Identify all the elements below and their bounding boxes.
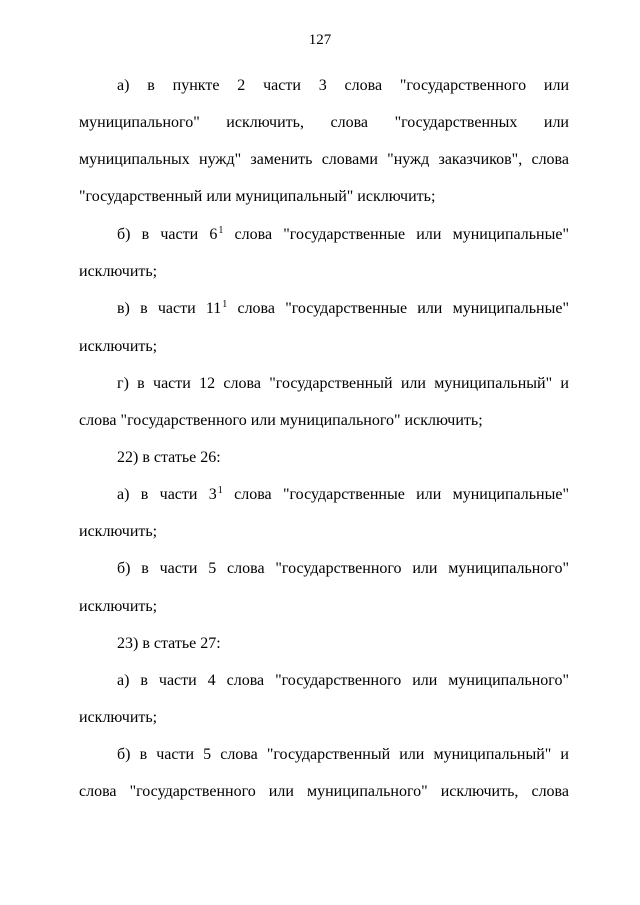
text-line: "государственный или муниципальный" исключить; [79, 188, 436, 205]
text-line: а) в пункте 2 части 3 слова "государственного или [117, 77, 569, 94]
text-line [117, 484, 569, 506]
superscript: 1 [217, 485, 223, 496]
text-segment: а) в части 3 [117, 486, 217, 503]
text-line: исключить; [79, 338, 158, 355]
text-line: исключить; [79, 523, 158, 540]
text-line: г) в части 12 слова "государственный или муниципальный" и [117, 375, 569, 392]
text-line: б) в части 5 слова "государственного или муниципального" [117, 560, 569, 577]
text-line: слова "государственного или муниципального" исключить; [79, 412, 483, 429]
text-segment: в) в части 11 [117, 300, 222, 317]
text-line: слова "государственного или муниципального" исключить, слова [79, 783, 569, 800]
text-line: а) в части 4 слова "государственного или муниципального" [117, 672, 569, 689]
text-line: 23) в статье 27: [117, 635, 221, 652]
text-line: 22) в статье 26: [117, 449, 221, 466]
page-number: 127 [308, 32, 332, 48]
text-line: муниципального" исключить, слова "государственных или [79, 114, 569, 131]
text-line: исключить; [79, 598, 158, 615]
text-segment: слова "государственные или муниципальные" [227, 300, 569, 317]
text-line: исключить; [79, 263, 158, 280]
text-segment: слова "государственные или муниципальные" [222, 486, 569, 503]
text-segment: б) в части 6 [117, 226, 218, 243]
text-line [117, 298, 569, 320]
text-line: муниципальных нужд" заменить словами "нужд заказчиков", слова [79, 151, 569, 168]
text-line: б) в части 5 слова "государственный или муниципальный" и [117, 746, 569, 763]
text-segment: слова "государственные или муниципальные" [223, 226, 569, 243]
superscript: 1 [218, 225, 224, 236]
superscript: 1 [222, 299, 228, 310]
text-line: исключить; [79, 709, 158, 726]
text-line [117, 224, 569, 246]
